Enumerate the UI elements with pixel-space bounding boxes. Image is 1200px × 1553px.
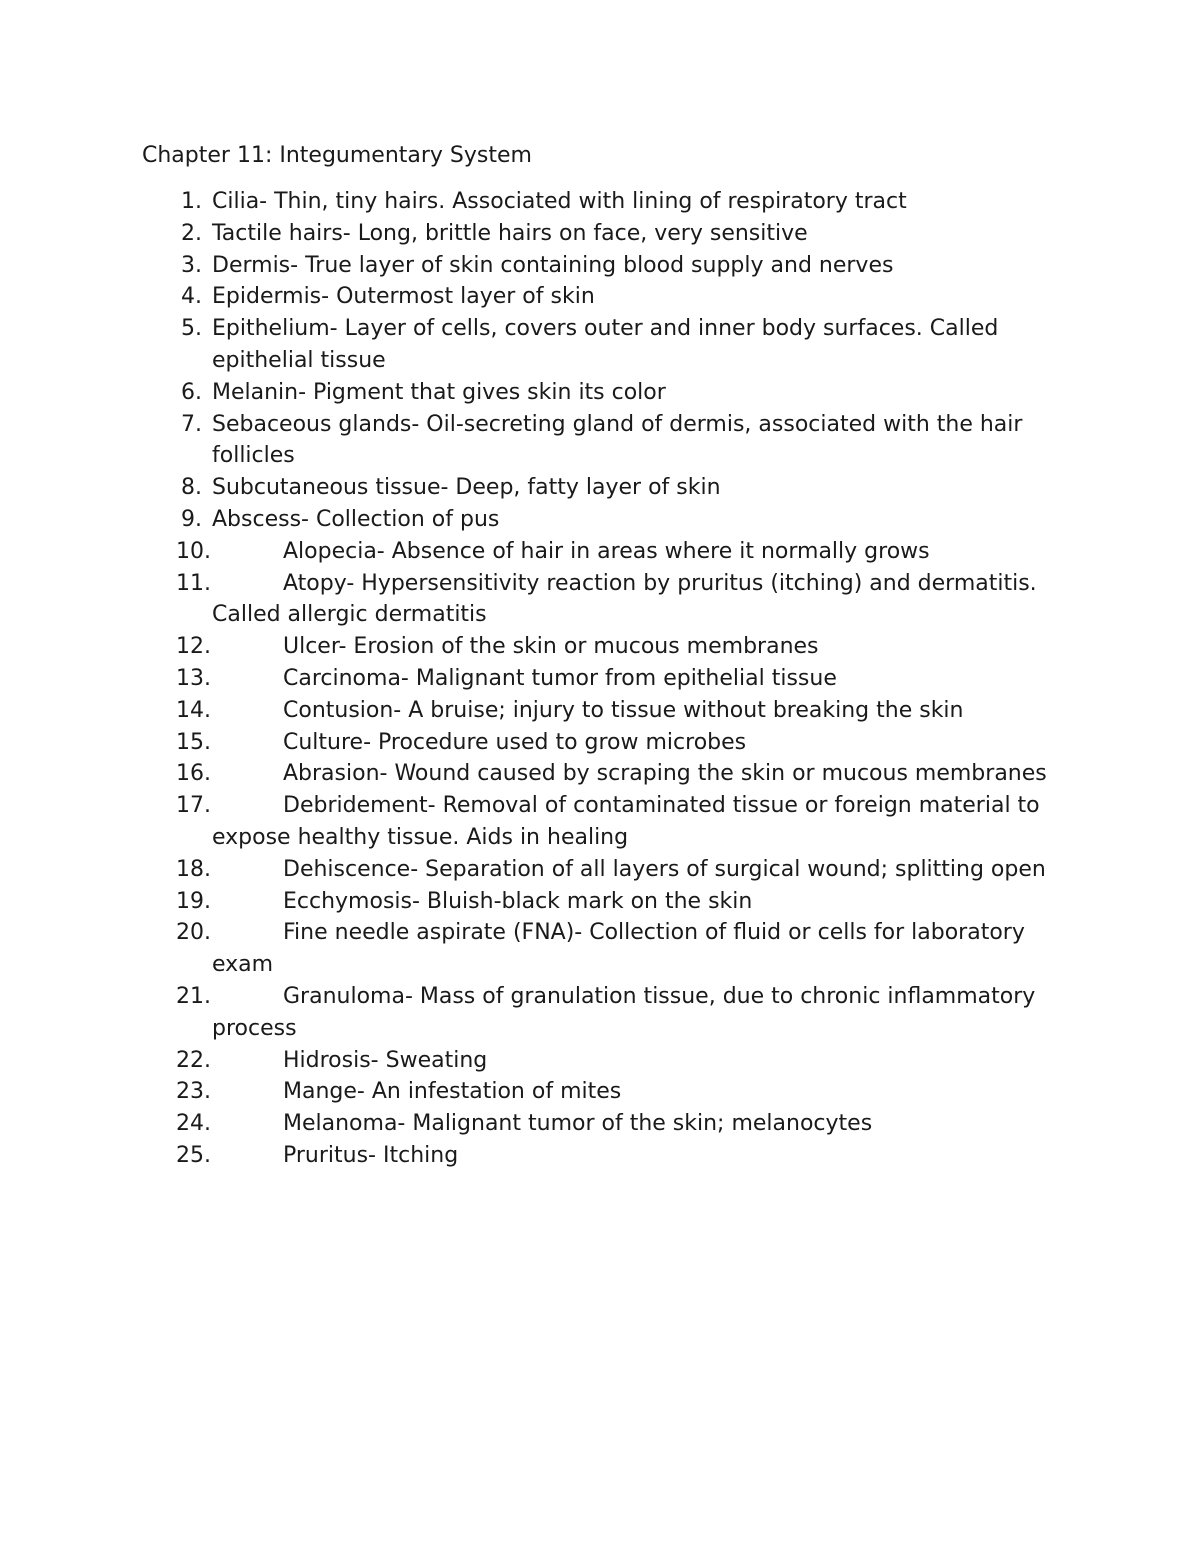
item-text: Epidermis- Outermost layer of skin (212, 284, 595, 310)
item-text: Atopy- Hypersensitivity reaction by pruritus (itching) and dermatitis. Called allergic dermatitis (212, 570, 1037, 628)
list-item (0, 281, 1062, 313)
item-number: 4. (181, 284, 202, 310)
item-text: Melanoma- Malignant tumor of the skin; melanocytes (283, 1111, 873, 1137)
list-item (0, 727, 1062, 759)
item-text: Sebaceous glands- Oil-secreting gland of dermis, associated with the hair follicles (212, 411, 1023, 469)
list-item (0, 854, 1062, 886)
item-number: 7. (181, 411, 202, 437)
list-item (0, 1140, 1062, 1172)
list-item (0, 218, 1062, 250)
item-text: Fine needle aspirate (FNA)- Collection of fluid or cells for laboratory exam (212, 920, 1025, 978)
item-number: 6. (181, 379, 202, 405)
item-number: 5. (181, 316, 202, 342)
item-number: 11. (176, 570, 211, 596)
item-text: Dehiscence- Separation of all layers of surgical wound; splitting open (283, 856, 1046, 882)
item-number: 2. (181, 220, 202, 246)
item-text: Ulcer- Erosion of the skin or mucous membranes (283, 634, 819, 660)
item-text: Granuloma- Mass of granulation tissue, due to chronic inflammatory process (212, 983, 1036, 1041)
item-number: 9. (181, 506, 202, 532)
list-item (0, 917, 1062, 981)
definition-list (0, 186, 1200, 1172)
item-number: 13. (176, 665, 211, 691)
item-text: Pruritus- Itching (283, 1142, 459, 1168)
item-number: 21. (176, 983, 211, 1009)
item-number: 14. (176, 697, 211, 723)
item-text: Ecchymosis- Bluish-black mark on the skin (283, 888, 753, 914)
item-text: Abscess- Collection of pus (212, 506, 500, 532)
item-text: Tactile hairs- Long, brittle hairs on face, very sensitive (212, 220, 808, 246)
list-item (0, 1108, 1062, 1140)
list-item (0, 504, 1062, 536)
item-number: 22. (176, 1047, 211, 1073)
list-item (0, 536, 1062, 568)
list-item (0, 377, 1062, 409)
item-number: 3. (181, 252, 202, 278)
item-text: Subcutaneous tissue- Deep, fatty layer of skin (212, 475, 721, 501)
item-text: Mange- An infestation of mites (283, 1079, 622, 1105)
list-item (0, 758, 1062, 790)
item-number: 20. (176, 920, 211, 946)
list-item (0, 886, 1062, 918)
item-number: 1. (181, 189, 202, 214)
list-item (0, 663, 1062, 695)
list-item (0, 313, 1062, 377)
list-item (0, 250, 1062, 282)
list-item (0, 1076, 1062, 1108)
item-number: 10. (176, 538, 211, 564)
item-number: 25. (176, 1142, 211, 1168)
item-text: Carcinoma- Malignant tumor from epithelial tissue (283, 665, 837, 691)
item-number: 8. (181, 475, 202, 501)
item-number: 19. (176, 888, 211, 914)
list-item (0, 695, 1062, 727)
item-number: 24. (176, 1111, 211, 1137)
item-text: Melanin- Pigment that gives skin its color (212, 379, 666, 405)
item-number: 12. (176, 634, 211, 660)
item-text: Culture- Procedure used to grow microbes (283, 729, 747, 755)
item-text: Dermis- True layer of skin containing blood supply and nerves (212, 252, 894, 278)
item-text: Epithelium- Layer of cells, covers outer and inner body surfaces. Called epithelial tissue (212, 316, 999, 373)
item-text: Contusion- A bruise; injury to tissue without breaking the skin (283, 697, 964, 723)
item-text: Hidrosis- Sweating (283, 1047, 488, 1073)
item-number: 16. (176, 761, 211, 787)
list-item (0, 631, 1062, 663)
item-number: 18. (176, 856, 211, 882)
item-text: Cilia- Thin, tiny hairs. Associated with lining of respiratory tract (212, 189, 907, 214)
list-item (0, 790, 1062, 854)
item-number: 23. (176, 1079, 211, 1105)
item-number: 15. (176, 729, 211, 755)
list-item (0, 472, 1062, 504)
list-item (0, 186, 1062, 218)
list-item (0, 1045, 1062, 1077)
item-text: Debridement- Removal of contaminated tissue or foreign material to expose healthy tissue. Aids in healing (212, 793, 1040, 850)
item-text: Alopecia- Absence of hair in areas where it normally grows (283, 538, 930, 564)
item-number: 17. (176, 793, 211, 819)
item-text: Abrasion- Wound caused by scraping the skin or mucous membranes (283, 761, 1047, 787)
page-title: Chapter 11: Integumentary System (142, 143, 532, 168)
list-item (0, 981, 1062, 1045)
list-item (0, 568, 1062, 632)
list-item (0, 409, 1062, 473)
